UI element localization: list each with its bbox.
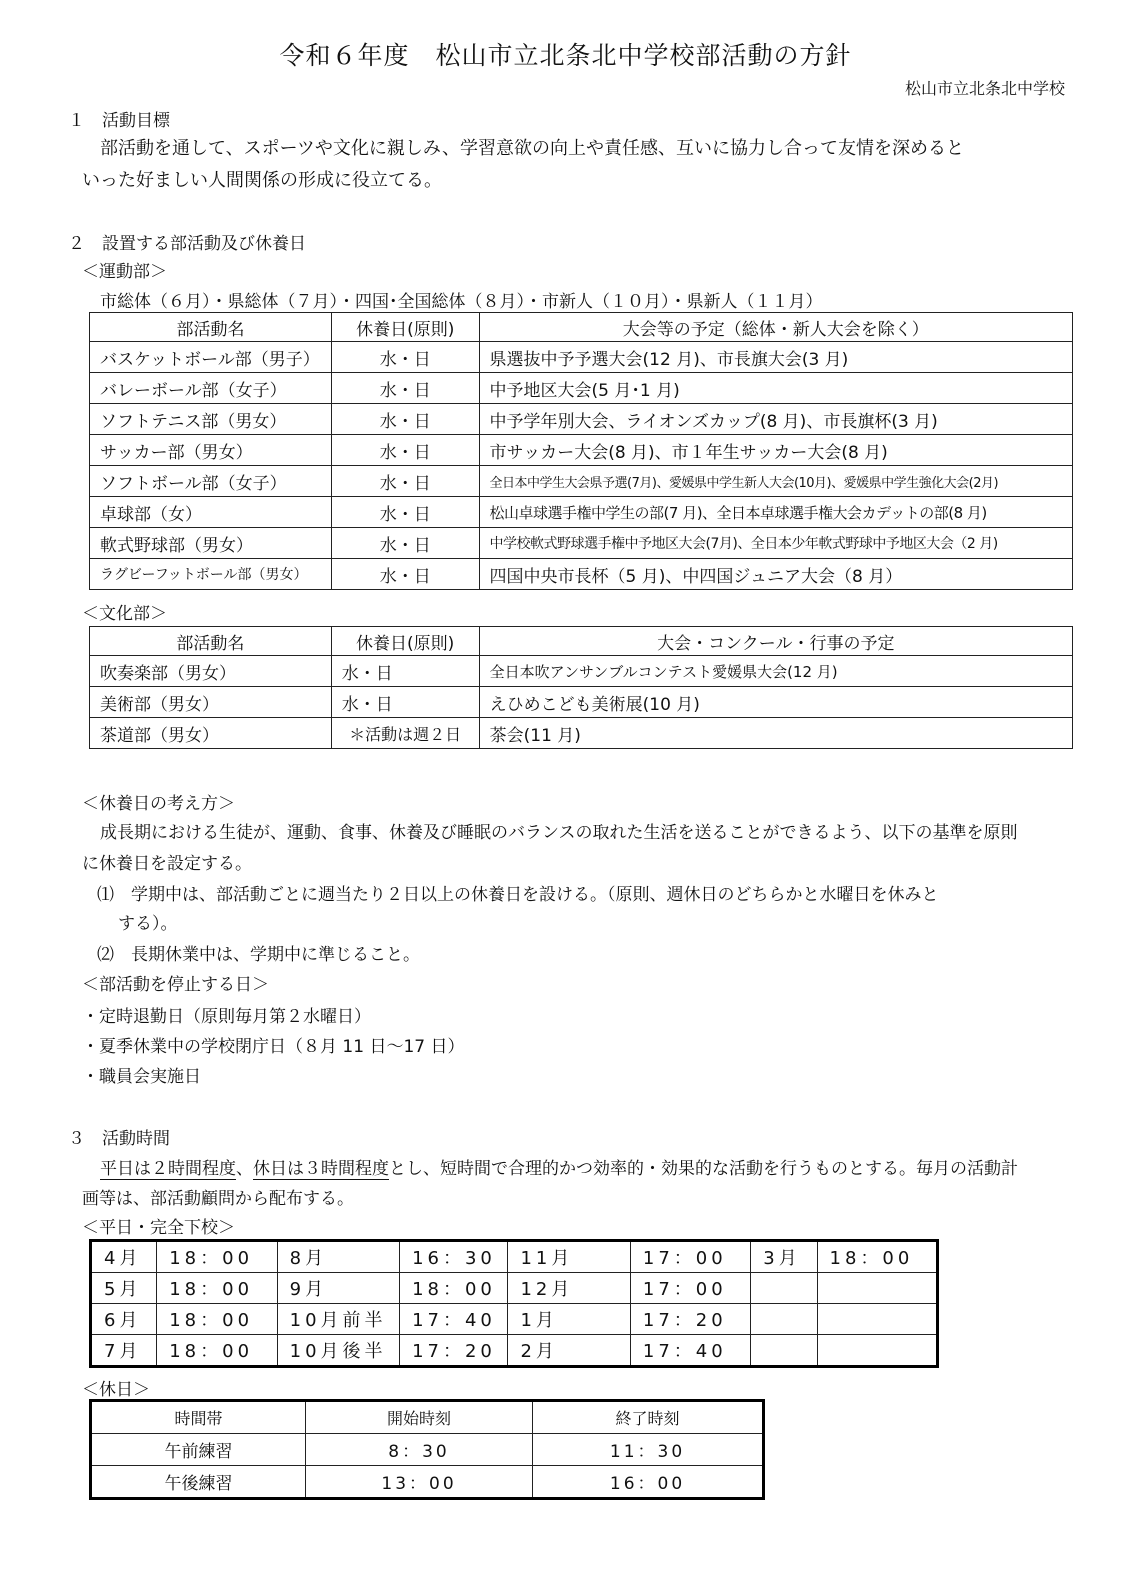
time: 18：00 (157, 1304, 277, 1335)
rest-concept-label: ＜休養日の考え方＞ (82, 794, 235, 814)
table-header-row (90, 313, 1073, 342)
holiday-label: ＜休日＞ (82, 1380, 150, 1400)
month: 2月 (508, 1335, 630, 1367)
month: 3月 (751, 1241, 817, 1273)
club-name: バレーボール部（女子） (90, 373, 332, 404)
sports-club-table (89, 312, 1073, 590)
time: 17：20 (630, 1304, 750, 1335)
underlined-holiday-hours: 休日は３時間程度 (253, 1159, 389, 1179)
table-row (91, 1466, 764, 1499)
table-row (90, 528, 1073, 559)
table-header: 終了時刻 (533, 1401, 764, 1434)
club-name: 茶道部（男女） (90, 718, 332, 749)
club-name: 卓球部（女） (90, 497, 332, 528)
table-row (90, 718, 1073, 749)
rest-item-1-cont: する）。 (118, 914, 178, 934)
time: 18：00 (400, 1273, 508, 1304)
weekday-dismissal-table (89, 1239, 939, 1368)
club-name: ラグビーフットボール部（男女） (90, 559, 332, 590)
table-header: 休養日(原則) (331, 627, 479, 656)
separator: 、 (236, 1159, 253, 1179)
section-3-line-2: 画等は、部活動顧問から配布する。 (82, 1189, 354, 1209)
club-name: 軟式野球部（男女） (90, 528, 332, 559)
end-time: 11：30 (533, 1434, 764, 1466)
month: 12月 (508, 1273, 630, 1304)
month: 1月 (508, 1304, 630, 1335)
club-name: ソフトボール部（女子） (90, 466, 332, 497)
school-name: 松山市立北条北中学校 (904, 79, 1065, 98)
events: 市サッカー大会(8 月)、市１年生サッカー大会(8 月) (479, 435, 1072, 466)
table-row (90, 373, 1073, 404)
sports-note: 市総体（６月）・県総体（７月）・四国･全国総体（８月）・市新人（１０月）・県新人（１１月） (100, 292, 823, 312)
time (817, 1304, 937, 1335)
rest-days: 水・日 (331, 404, 479, 435)
table-row (90, 466, 1073, 497)
table-header-row (90, 627, 1073, 656)
rest-concept-line-2: に休養日を設定する。 (82, 854, 252, 874)
table-header: 部活動名 (90, 627, 332, 656)
rest-days: 水・日 (331, 559, 479, 590)
rest-item-2: ⑵ 長期休業中は、学期中に準じること。 (97, 945, 420, 965)
events: 全日本中学生大会県予選(7月)、愛媛県中学生新人大会(10月)、愛媛県中学生強化大会(2月) (479, 466, 1072, 497)
month: 8月 (277, 1241, 399, 1273)
table-row (91, 1273, 938, 1304)
page-title: 令和６年度 松山市立北条北中学校部活動の方針 (279, 41, 852, 70)
table-row (91, 1241, 938, 1273)
events: 中学校軟式野球選手権中予地区大会(7月)、全日本少年軟式野球中予地区大会（2 月) (479, 528, 1072, 559)
month (751, 1335, 817, 1367)
rest-days: 水・日 (331, 656, 479, 687)
month: 5月 (91, 1273, 157, 1304)
section-2-heading: ２ 設置する部活動及び休養日 (68, 234, 306, 254)
rest-days: 水・日 (331, 687, 479, 718)
events: 中予学年別大会、ライオンズカップ(8 月)、市長旗杯(3 月) (479, 404, 1072, 435)
time: 17：00 (630, 1241, 750, 1273)
month (751, 1273, 817, 1304)
table-row (90, 404, 1073, 435)
rest-days: ＊活動は週２日 (331, 718, 479, 749)
stop-day-item: ・定時退勤日（原則毎月第２水曜日） (82, 1007, 371, 1027)
events: 四国中央市長杯（5 月)、中四国ジュニア大会（8 月） (479, 559, 1072, 590)
time: 18：00 (157, 1335, 277, 1367)
time: 18：00 (817, 1241, 937, 1273)
section-3-line-1 (100, 1154, 1018, 1179)
time: 17：40 (630, 1335, 750, 1367)
club-name: バスケットボール部（男子） (90, 342, 332, 373)
time: 17：00 (630, 1273, 750, 1304)
month: 7月 (91, 1335, 157, 1367)
section-1-heading: １ 活動目標 (68, 111, 170, 131)
events: 松山卓球選手権中学生の部(7 月)、全日本卓球選手権大会カデットの部(8 月) (479, 497, 1072, 528)
section-3-heading: ３ 活動時間 (68, 1129, 170, 1149)
table-row (91, 1335, 938, 1367)
month: 6月 (91, 1304, 157, 1335)
time-slot: 午前練習 (91, 1434, 306, 1466)
time (817, 1335, 937, 1367)
culture-club-table (89, 626, 1073, 749)
time: 17：20 (400, 1335, 508, 1367)
month: 9月 (277, 1273, 399, 1304)
table-header: 休養日(原則) (331, 313, 479, 342)
line-1-rest: とし、短時間で合理的かつ効率的・効果的な活動を行うものとする。毎月の活動計 (389, 1159, 1018, 1179)
events: 中予地区大会(5 月･1 月) (479, 373, 1072, 404)
underlined-weekday-hours: 平日は２時間程度 (100, 1159, 236, 1179)
club-name: 吹奏楽部（男女） (90, 656, 332, 687)
end-time: 16：00 (533, 1466, 764, 1499)
table-row (91, 1304, 938, 1335)
month: 10月前半 (277, 1304, 399, 1335)
table-row (90, 559, 1073, 590)
weekday-label: ＜平日・完全下校＞ (82, 1218, 235, 1238)
table-row (90, 342, 1073, 373)
rest-days: 水・日 (331, 373, 479, 404)
table-header: 時間帯 (91, 1401, 306, 1434)
section-1-line-1: 部活動を通して、スポーツや文化に親しみ、学習意欲の向上や責任感、互いに協力し合って友情を深めると (100, 138, 964, 159)
table-header: 開始時刻 (306, 1401, 533, 1434)
events: 県選抜中予予選大会(12 月)、市長旗大会(3 月) (479, 342, 1072, 373)
culture-label: ＜文化部＞ (82, 604, 167, 624)
time: 17：40 (400, 1304, 508, 1335)
stop-day-item: ・職員会実施日 (82, 1067, 201, 1087)
time-slot: 午後練習 (91, 1466, 306, 1499)
rest-days: 水・日 (331, 435, 479, 466)
events: 茶会(11 月) (479, 718, 1072, 749)
table-row (90, 656, 1073, 687)
rest-days: 水・日 (331, 342, 479, 373)
sports-label: ＜運動部＞ (82, 262, 167, 282)
table-header: 部活動名 (90, 313, 332, 342)
holiday-practice-table (89, 1399, 765, 1500)
time (817, 1273, 937, 1304)
month: 4月 (91, 1241, 157, 1273)
section-1-line-2: いった好ましい人間関係の形成に役立てる。 (82, 170, 442, 191)
stop-days-label: ＜部活動を停止する日＞ (82, 975, 269, 995)
table-row (91, 1434, 764, 1466)
club-name: サッカー部（男女） (90, 435, 332, 466)
time: 16：30 (400, 1241, 508, 1273)
events: 全日本吹アンサンブルコンテスト愛媛県大会(12 月) (479, 656, 1072, 687)
table-row (90, 435, 1073, 466)
table-header: 大会等の予定（総体・新人大会を除く） (479, 313, 1072, 342)
club-name: 美術部（男女） (90, 687, 332, 718)
table-row (90, 497, 1073, 528)
stop-day-item: ・夏季休業中の学校閉庁日（８月 11 日～17 日） (82, 1037, 465, 1057)
table-row (90, 687, 1073, 718)
table-header: 大会・コンクール・行事の予定 (479, 627, 1072, 656)
time: 18：00 (157, 1273, 277, 1304)
club-name: ソフトテニス部（男女） (90, 404, 332, 435)
rest-days: 水・日 (331, 497, 479, 528)
rest-concept-line-1: 成長期における生徒が、運動、食事、休養及び睡眠のバランスの取れた生活を送ることができるよう、以下の基準を原則 (100, 823, 1018, 843)
month: 11月 (508, 1241, 630, 1273)
start-time: 8：30 (306, 1434, 533, 1466)
rest-item-1: ⑴ 学期中は、部活動ごとに週当たり２日以上の休養日を設ける。（原則、週休日のどちらかと水曜日を休みと (97, 885, 939, 905)
time: 18：00 (157, 1241, 277, 1273)
month: 10月後半 (277, 1335, 399, 1367)
rest-days: 水・日 (331, 528, 479, 559)
start-time: 13：00 (306, 1466, 533, 1499)
table-header-row (91, 1401, 764, 1434)
rest-days: 水・日 (331, 466, 479, 497)
events: えひめこども美術展(10 月) (479, 687, 1072, 718)
month (751, 1304, 817, 1335)
